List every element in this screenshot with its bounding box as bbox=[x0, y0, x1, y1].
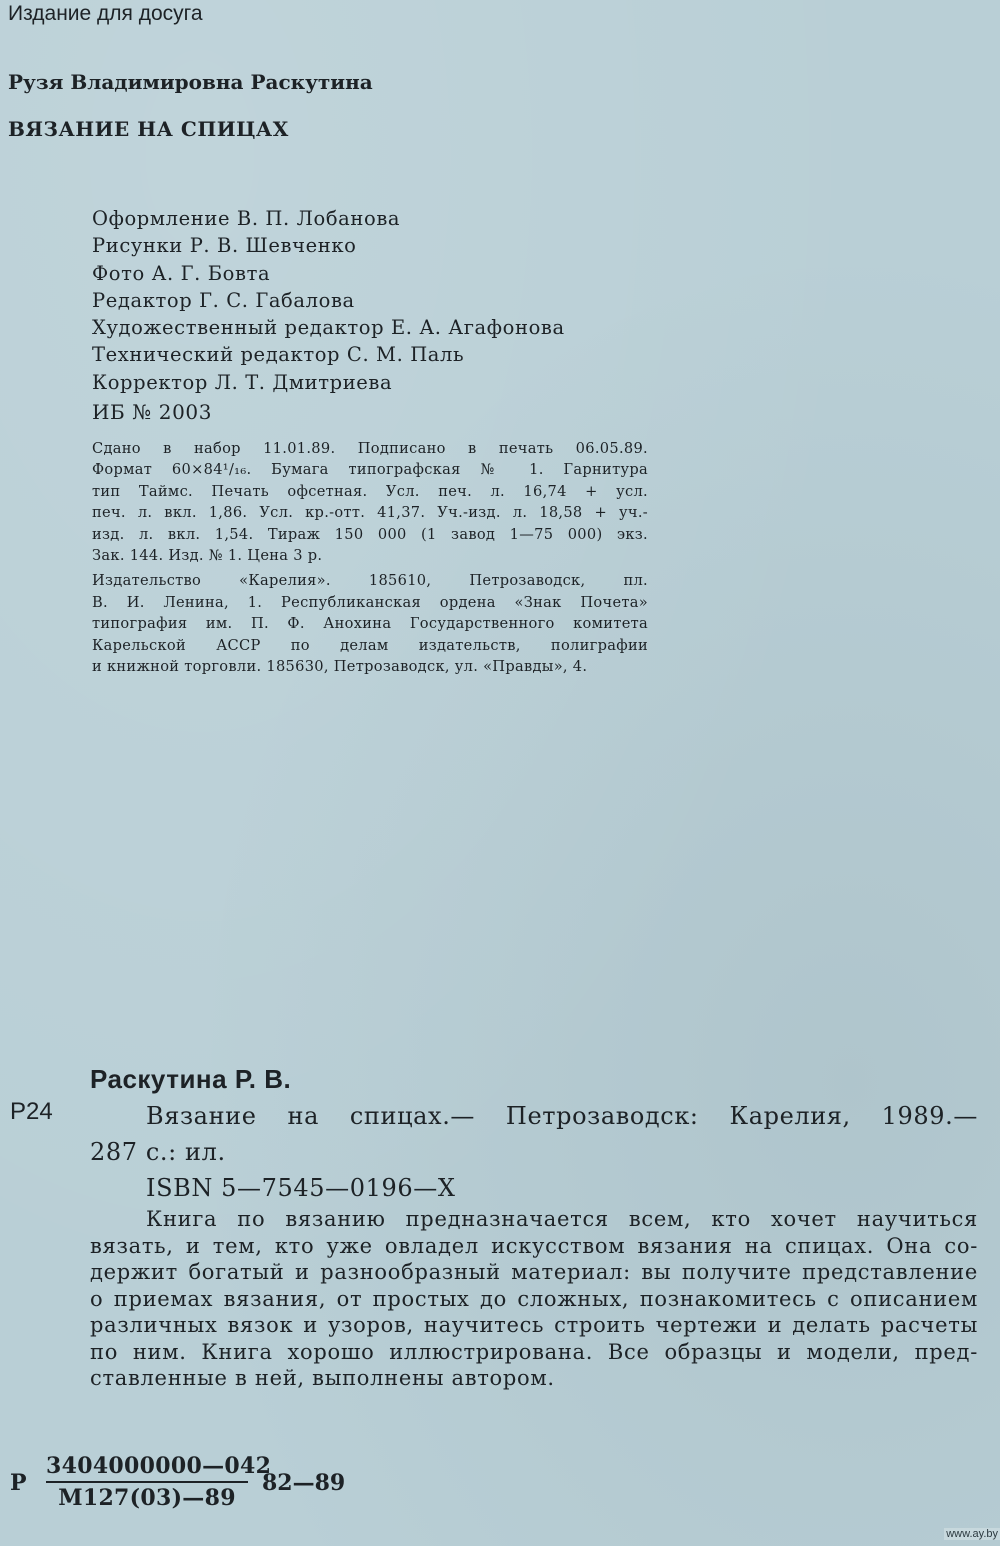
imprint-tech-line: Зак. 144. Изд. № 1. Цена 3 р. bbox=[92, 547, 323, 565]
annotation-line: различных вязок и узоров, научитесь строить чертежи и делать расчеты bbox=[90, 1313, 978, 1337]
imprint-tech-line: печ. л. вкл. 1,86. Усл. кр.-отт. 41,37. Уч.-изд. л. 18,58 + уч.- bbox=[92, 504, 648, 522]
imprint-tech-line: Формат 60×84¹/₁₆. Бумага типографская № 1. Гарнитура bbox=[92, 461, 648, 479]
author-name: Рузя Владимировна Раскутина bbox=[8, 70, 373, 94]
credit-editor: Редактор Г. С. Габалова bbox=[92, 288, 355, 312]
annotation-line: ставленные в ней, выполнены автором. bbox=[90, 1366, 555, 1390]
catalog-card-body bbox=[90, 1098, 978, 1206]
credit-photo: Фото А. Г. Бовта bbox=[92, 261, 271, 285]
imprint-publisher-line: Издательство «Карелия». 185610, Петрозаводск, пл. bbox=[92, 572, 648, 590]
imprint-tech-line: тип Таймс. Печать офсетная. Усл. печ. л. 16,74 + усл. bbox=[92, 482, 648, 500]
credit-tech-editor: Технический редактор С. М. Паль bbox=[92, 343, 465, 367]
annotation-line: держит богатый и разнообразный материал: вы получите представление bbox=[90, 1260, 978, 1284]
imprint-tech-line: Сдано в набор 11.01.89. Подписано в печать 06.05.89. bbox=[92, 440, 648, 457]
footer-numerator: 3404000000—042 bbox=[46, 1453, 248, 1483]
footer-letter: Р bbox=[10, 1470, 27, 1496]
imprint-publisher-line: и книжной торговли. 185630, Петрозаводск, ул. «Правды», 4. bbox=[92, 658, 588, 676]
credit-proofreader: Корректор Л. Т. Дмитриева bbox=[92, 370, 393, 394]
ib-number: ИБ № 2003 bbox=[92, 400, 213, 424]
annotation-line: по ним. Книга хорошо иллюстрирована. Все образцы и модели, пред- bbox=[90, 1339, 978, 1364]
credit-drawings: Рисунки Р. В. Шевченко bbox=[92, 234, 357, 258]
book-title: ВЯЗАНИЕ НА СПИЦАХ bbox=[8, 117, 289, 141]
catalog-class-code: Р24 bbox=[10, 1098, 53, 1125]
footer-right-code: 82—89 bbox=[262, 1470, 346, 1496]
catalog-title-line: Вязание на спицах.— Петрозаводск: Карелия, 1989.— bbox=[146, 1102, 978, 1130]
imprint-block bbox=[92, 438, 648, 677]
credit-art-editor: Художественный редактор Е. А. Агафонова bbox=[92, 316, 565, 340]
series-label: Издание для досуга bbox=[8, 2, 203, 25]
corner-watermark: www.ay.by bbox=[946, 1528, 998, 1540]
annotation-line: Книга по вязанию предназначается всем, кто хочет научиться bbox=[146, 1207, 978, 1231]
imprint-publisher-line: Карельской АССР по делам издательств, полиграфии bbox=[92, 636, 648, 654]
annotation-line: вязать, и тем, кто уже овладел искусством вязания на спицах. Она со- bbox=[90, 1233, 978, 1258]
credit-design: Оформление В. П. Лобанова bbox=[92, 207, 401, 230]
footer-fraction bbox=[46, 1453, 272, 1511]
annotation-line: о приемах вязания, от простых до сложных, познакомитесь с описанием bbox=[90, 1286, 978, 1311]
annotation-paragraph bbox=[90, 1206, 978, 1392]
credits-list bbox=[92, 205, 565, 396]
catalog-pages-line: 287 с.: ил. bbox=[90, 1138, 226, 1166]
imprint-publisher-line: типография им. П. Ф. Анохина Государственного комитета bbox=[92, 615, 648, 633]
catalog-isbn: ISBN 5—7545—0196—X bbox=[146, 1174, 456, 1202]
imprint-tech-line: изд. л. вкл. 1,54. Тираж 150 000 (1 завод 1—75 000) экз. bbox=[92, 525, 648, 543]
footer-denominator: М127(03)—89 bbox=[58, 1485, 236, 1511]
catalog-author-heading: Раскутина Р. В. bbox=[90, 1064, 292, 1094]
imprint-publisher-line: В. И. Ленина, 1. Республиканская ордена «Знак Почета» bbox=[92, 593, 648, 611]
